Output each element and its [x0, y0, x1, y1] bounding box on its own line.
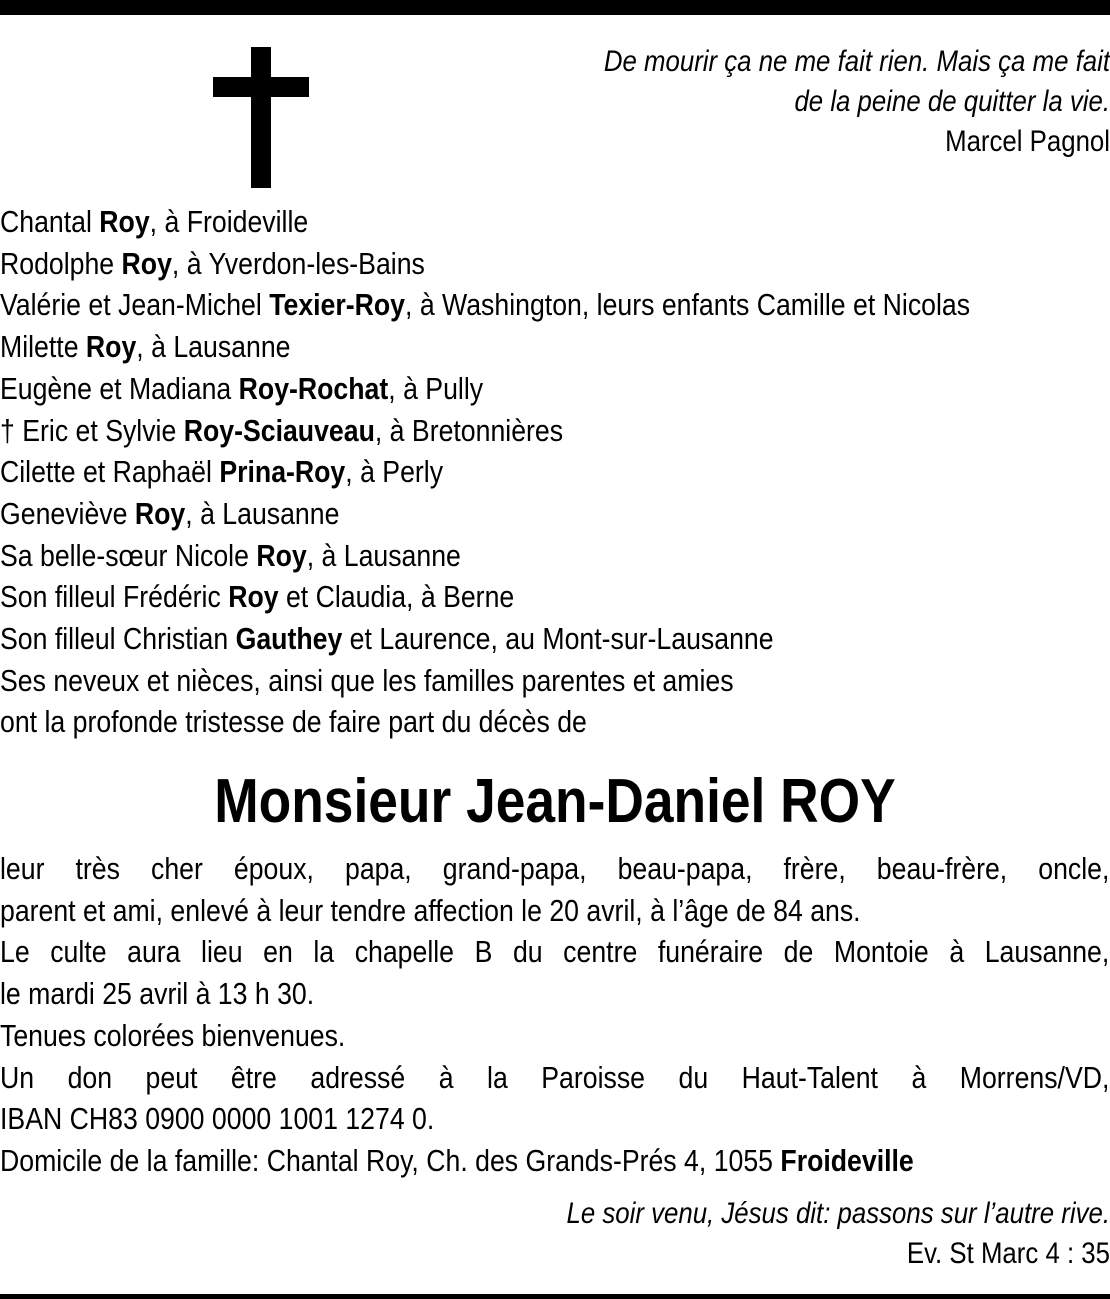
family-member: Sa belle-sœur Nicole Roy, à Lausanne — [0, 537, 461, 573]
body-word: papa, — [344, 851, 412, 886]
body-word: Le — [0, 934, 30, 970]
body-word: en — [263, 934, 293, 970]
cross-icon — [213, 47, 309, 188]
family-list — [0, 201, 1109, 743]
body-word: frère, — [783, 851, 846, 886]
body-word: peut — [145, 1059, 198, 1095]
body-word: Montoie — [833, 934, 929, 970]
body-word: adressé — [310, 1059, 406, 1095]
family-member: Son filleul Frédéric Roy et Claudia, à Berne — [0, 579, 515, 615]
body-word: Haut-Talent — [741, 1059, 878, 1095]
body-word: du — [512, 934, 543, 970]
body-line-8: Domicile de la famille: Chantal Roy, Ch. des Grands-Prés 4, 1055 Froideville — [0, 1142, 914, 1178]
epigraph-quote-line-2: de la peine de quitter la vie. — [794, 85, 1110, 118]
body-line-1 — [0, 848, 1109, 890]
body-word: très — [75, 851, 120, 886]
bottom-rule — [0, 1294, 1110, 1299]
closing-quote: Le soir venu, Jésus dit: passons sur l’autre rive. — [566, 1197, 1110, 1230]
body-word: aura — [127, 934, 181, 970]
epigraph-quote-line-1: De mourir ça ne me fait rien. Mais ça me fait — [603, 45, 1110, 78]
body-line-4: le mardi 25 avril à 13 h 30. — [0, 976, 315, 1012]
body-word: Paroisse — [541, 1059, 645, 1095]
body-word: la — [313, 934, 335, 970]
body-word: Un — [0, 1059, 35, 1095]
deceased-name: Monsieur Jean-Daniel ROY — [214, 767, 896, 836]
body-line-7: IBAN CH83 0900 0000 1001 1274 0. — [0, 1101, 435, 1137]
closing-reference: Ev. St Marc 4 : 35 — [906, 1237, 1110, 1270]
body-word: lieu — [201, 934, 243, 970]
body-word: leur — [0, 851, 45, 886]
epigraph — [508, 42, 1110, 162]
body-word: être — [230, 1059, 277, 1095]
body-word: beau-frère, — [876, 851, 1008, 886]
body-word: beau-papa, — [617, 851, 753, 886]
body-line-6 — [0, 1057, 1109, 1099]
body-line-2: parent et ami, enlevé à leur tendre affection le 20 avril, à l’âge de 84 ans. — [0, 892, 861, 928]
body-word: B — [474, 934, 493, 970]
top-rule — [0, 0, 1110, 15]
body-word: à — [949, 934, 965, 970]
body-word: la — [487, 1059, 508, 1095]
family-member: † Eric et Sylvie Roy-Sciauveau, à Bretonnières — [0, 412, 564, 448]
closing-verse — [422, 1194, 1110, 1274]
body-line-5: Tenues colorées bienvenues. — [0, 1017, 346, 1053]
announcement-body — [0, 848, 1109, 1182]
family-member: Eugène et Madiana Roy-Rochat, à Pully — [0, 370, 484, 406]
body-word: à — [911, 1059, 927, 1095]
epigraph-author: Marcel Pagnol — [945, 125, 1110, 158]
body-word: Morrens/VD, — [959, 1059, 1110, 1095]
body-word: centre — [563, 934, 638, 970]
family-closing-line: ont la profonde tristesse de faire part du décès de — [0, 704, 587, 740]
family-member: Valérie et Jean-Michel Texier-Roy, à Washington, leurs enfants Camille et Nicolas — [0, 287, 971, 323]
family-closing-line: Ses neveux et nièces, ainsi que les familles parentes et amies — [0, 662, 734, 698]
body-word: cher — [150, 851, 203, 886]
family-member: Cilette et Raphaël Prina-Roy, à Perly — [0, 454, 444, 490]
body-word: époux, — [233, 851, 314, 886]
family-member: Milette Roy, à Lausanne — [0, 329, 291, 365]
family-member: Rodolphe Roy, à Yverdon-les-Bains — [0, 245, 425, 281]
body-word: Lausanne, — [984, 934, 1110, 970]
body-word: à — [438, 1059, 454, 1095]
body-word: du — [678, 1059, 709, 1095]
body-line-3 — [0, 931, 1109, 973]
body-word: culte — [50, 934, 107, 970]
family-member: Son filleul Christian Gauthey et Laurence, au Mont-sur-Lausanne — [0, 621, 774, 657]
body-word: chapelle — [354, 934, 455, 970]
body-word: grand-papa, — [442, 851, 587, 886]
family-member: Geneviève Roy, à Lausanne — [0, 495, 340, 531]
body-word: funéraire — [657, 934, 764, 970]
family-member: Chantal Roy, à Froideville — [0, 204, 309, 239]
body-word: oncle, — [1038, 851, 1110, 886]
body-word: de — [783, 934, 814, 970]
body-word: don — [67, 1059, 113, 1095]
